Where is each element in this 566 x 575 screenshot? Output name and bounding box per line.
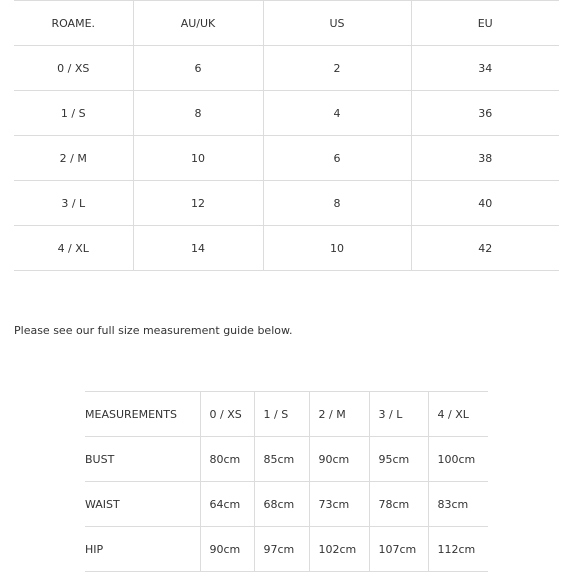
measurement-header-size: 1 / S	[254, 392, 309, 437]
measurement-cell: 102cm	[309, 527, 369, 572]
size-cell-au-uk: 10	[133, 136, 263, 181]
measurement-cell: 78cm	[369, 482, 428, 527]
measurement-header-label: MEASUREMENTS	[85, 392, 200, 437]
measurement-row-label: HIP	[85, 527, 200, 572]
size-cell-eu: 40	[411, 181, 559, 226]
measurement-cell: 80cm	[200, 437, 254, 482]
measurement-cell: 85cm	[254, 437, 309, 482]
size-cell-us: 2	[263, 46, 411, 91]
measurement-header-size: 4 / XL	[428, 392, 488, 437]
size-cell-au-uk: 12	[133, 181, 263, 226]
size-cell-eu: 34	[411, 46, 559, 91]
table-row	[14, 226, 559, 271]
measurement-header-size: 2 / M	[309, 392, 369, 437]
measurement-row-label: WAIST	[85, 482, 200, 527]
size-header-au-uk: AU/UK	[133, 1, 263, 46]
size-cell-us: 4	[263, 91, 411, 136]
size-header-eu: EU	[411, 1, 559, 46]
measurement-cell: 107cm	[369, 527, 428, 572]
size-cell-au-uk: 14	[133, 226, 263, 271]
size-cell-eu: 42	[411, 226, 559, 271]
size-cell-roame: 4 / XL	[14, 226, 133, 271]
measurement-cell: 97cm	[254, 527, 309, 572]
measurement-cell: 90cm	[309, 437, 369, 482]
table-row	[14, 181, 559, 226]
size-header-us: US	[263, 1, 411, 46]
measurement-cell: 95cm	[369, 437, 428, 482]
size-cell-eu: 36	[411, 91, 559, 136]
measurement-table	[85, 391, 488, 572]
measurement-header-size: 0 / XS	[200, 392, 254, 437]
measurement-header-row	[85, 392, 488, 437]
size-cell-us: 6	[263, 136, 411, 181]
table-row	[14, 136, 559, 181]
size-cell-roame: 3 / L	[14, 181, 133, 226]
size-header-roame: ROAME.	[14, 1, 133, 46]
size-cell-eu: 38	[411, 136, 559, 181]
measurement-guide-note: Please see our full size measurement guide below.	[14, 324, 293, 337]
measurement-cell: 68cm	[254, 482, 309, 527]
size-cell-us: 10	[263, 226, 411, 271]
size-cell-au-uk: 8	[133, 91, 263, 136]
size-cell-roame: 2 / M	[14, 136, 133, 181]
measurement-cell: 73cm	[309, 482, 369, 527]
size-table-header-row	[14, 1, 559, 46]
measurement-cell: 83cm	[428, 482, 488, 527]
table-row	[85, 482, 488, 527]
size-conversion-table	[14, 0, 559, 271]
measurement-cell: 112cm	[428, 527, 488, 572]
table-row	[85, 527, 488, 572]
measurement-cell: 100cm	[428, 437, 488, 482]
measurement-header-size: 3 / L	[369, 392, 428, 437]
table-row	[14, 46, 559, 91]
table-row	[14, 91, 559, 136]
table-row	[85, 437, 488, 482]
size-cell-roame: 1 / S	[14, 91, 133, 136]
size-cell-au-uk: 6	[133, 46, 263, 91]
measurement-cell: 64cm	[200, 482, 254, 527]
size-cell-roame: 0 / XS	[14, 46, 133, 91]
measurement-row-label: BUST	[85, 437, 200, 482]
measurement-cell: 90cm	[200, 527, 254, 572]
size-cell-us: 8	[263, 181, 411, 226]
